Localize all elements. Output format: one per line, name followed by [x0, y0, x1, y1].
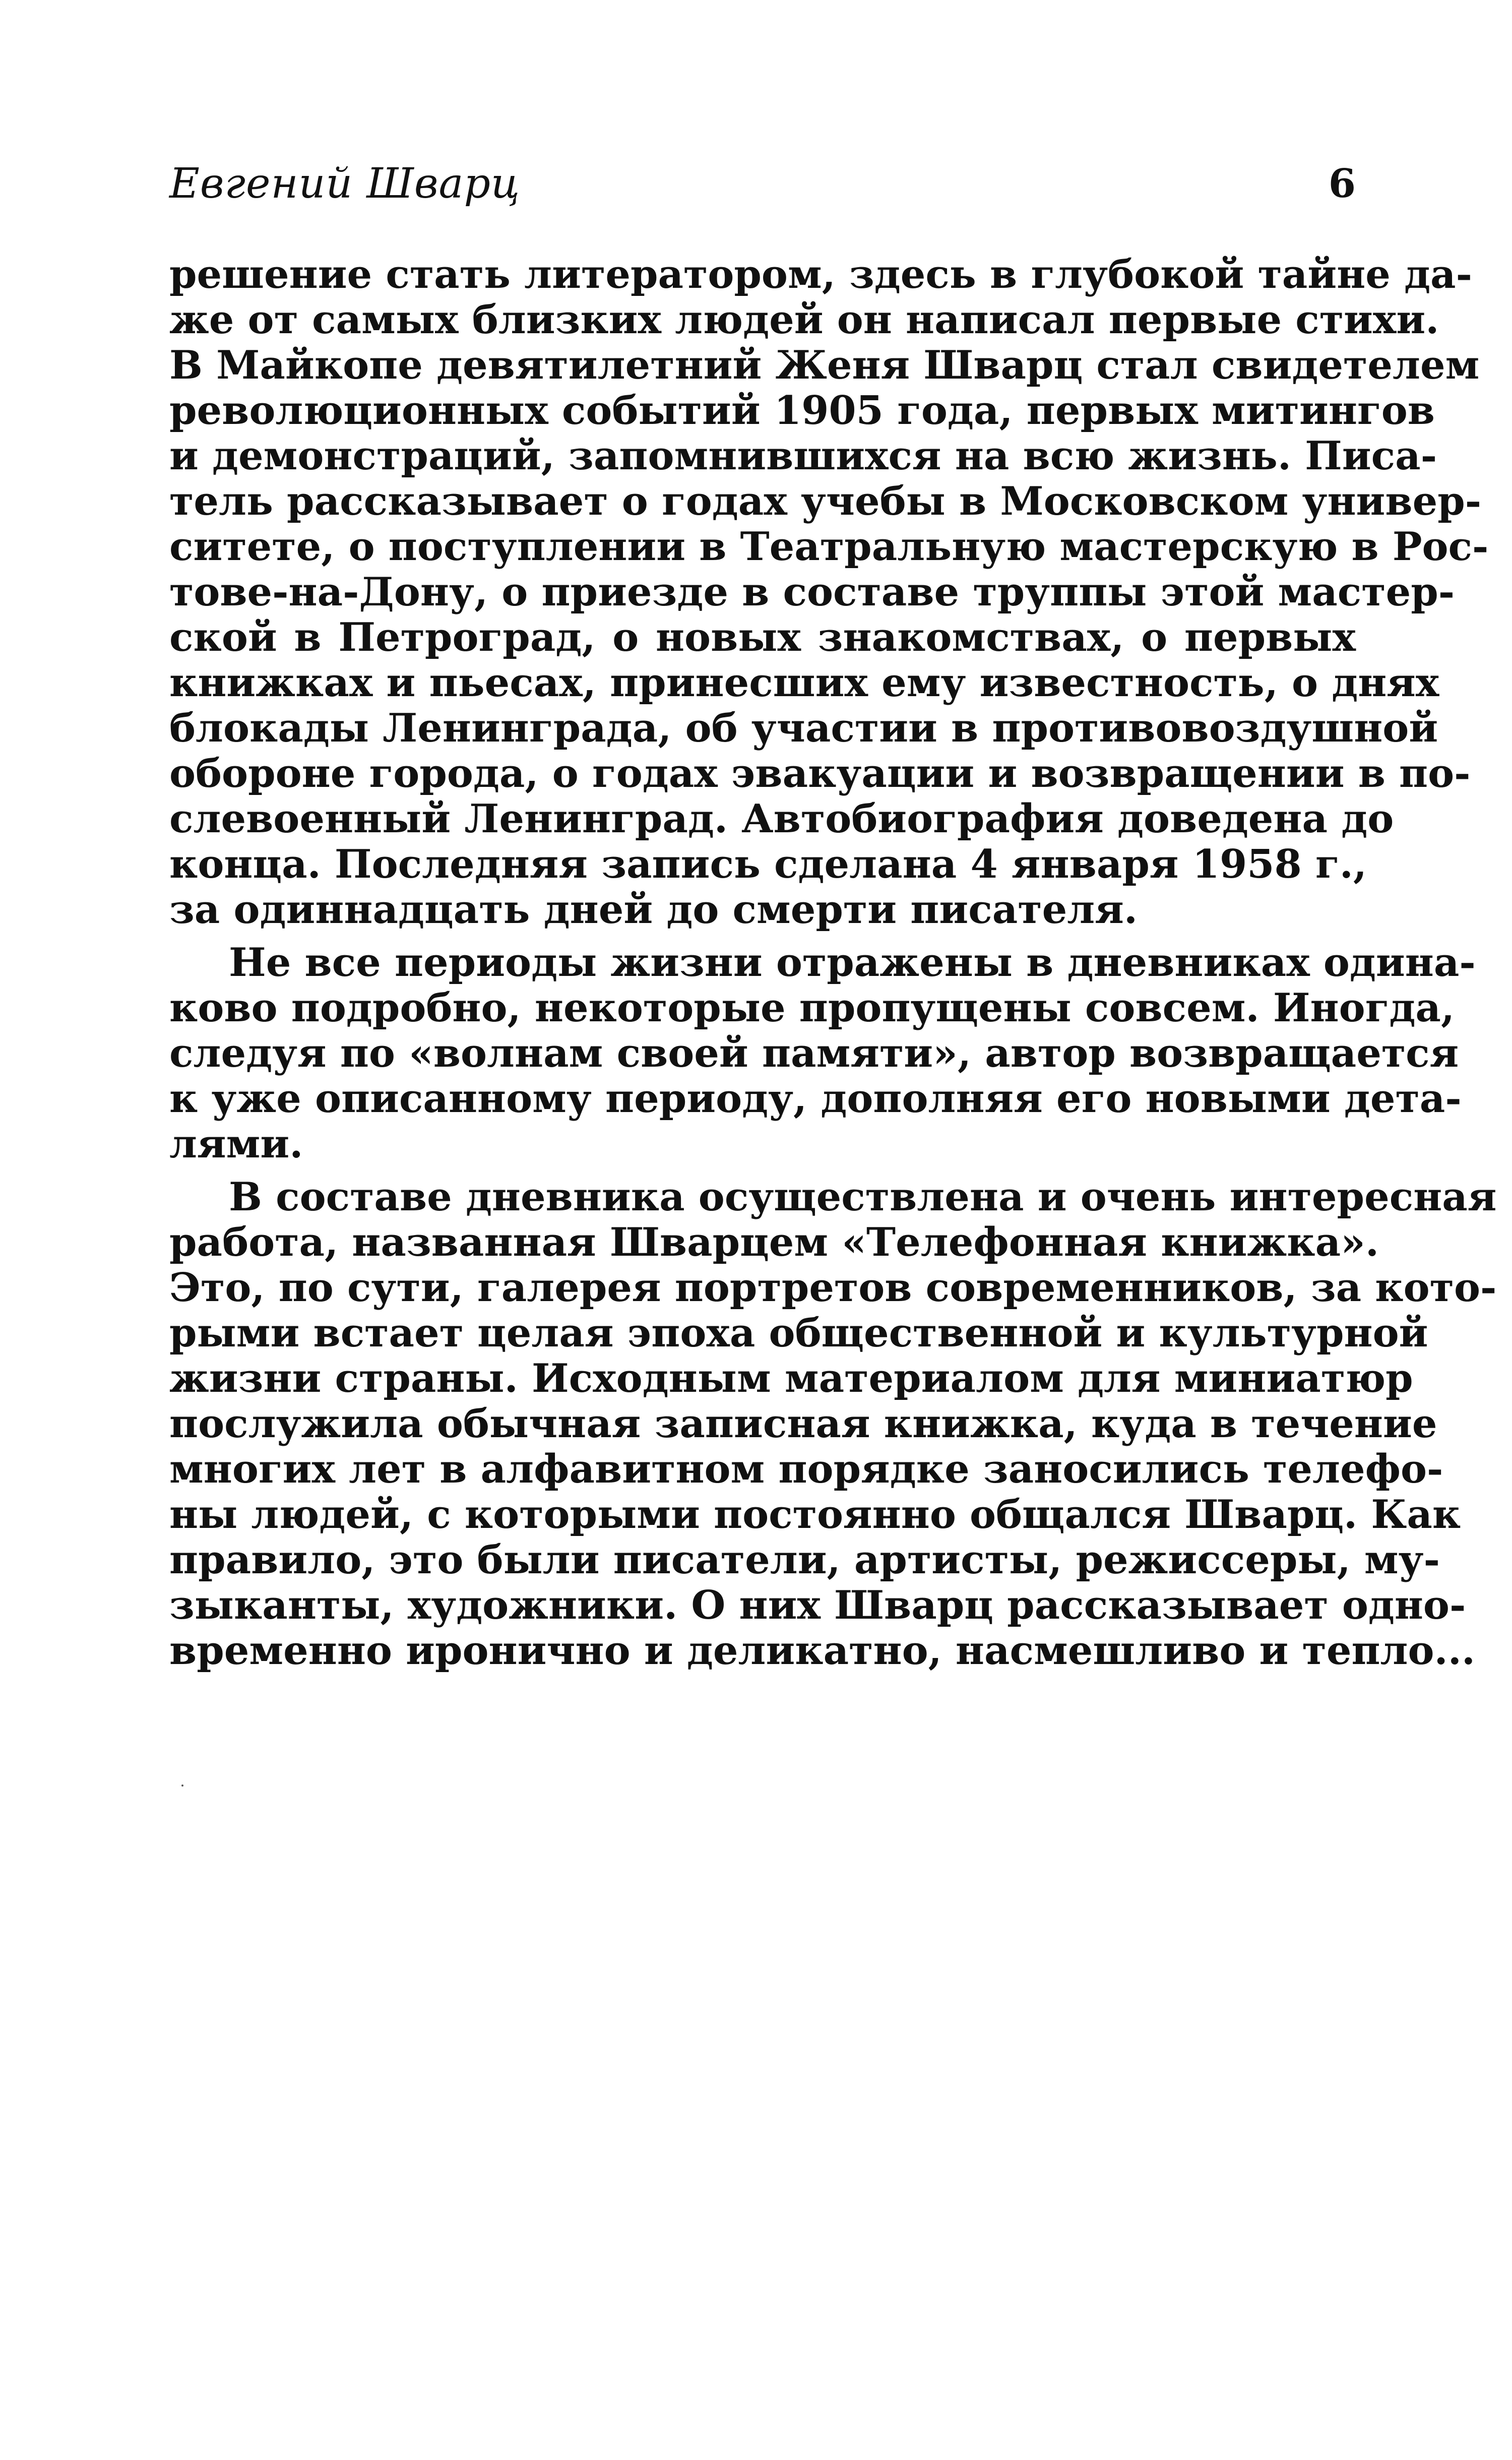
text-line: книжках и пьесах, принесших ему известность, о днях — [169, 660, 1439, 706]
running-head-author: Евгений Шварц — [169, 160, 521, 208]
text-line: же от самых близких людей он написал первые стихи. — [169, 297, 1439, 343]
text-line: и демонстраций, запомнившихся на всю жизнь. Писа- — [169, 433, 1437, 479]
text-line: зыканты, художники. О них Шварц рассказывает одно- — [169, 1582, 1466, 1628]
text-line: ково подробно, некоторые пропущены совсем. Иногда, — [169, 985, 1455, 1031]
text-line: ны людей, с которыми постоянно общался Шварц. Как — [169, 1492, 1461, 1537]
text-line: Это, по сути, галерея портретов современников, за кото- — [169, 1265, 1497, 1311]
text-line: ской в Петроград, о новых знакомствах, о первых — [169, 614, 1356, 660]
text-line: следуя по «волнам своей памяти», автор возвращается — [169, 1030, 1459, 1076]
text-line: слевоенный Ленинград. Автобиография доведена до — [169, 796, 1394, 842]
text-line: Не все периоды жизни отражены в дневниках одина- — [229, 940, 1476, 986]
text-line: решение стать литератором, здесь в глубокой тайне да- — [169, 252, 1472, 297]
text-line: ситете, о поступлении в Театральную мастерскую в Рос- — [169, 524, 1489, 570]
page-number: 6 — [1328, 161, 1356, 207]
text-line: за одиннадцать дней до смерти писателя. — [169, 887, 1138, 933]
text-line: лями. — [169, 1121, 303, 1167]
text-line: жизни страны. Исходным материалом для миниатюр — [169, 1356, 1413, 1401]
text-line: послужила обычная записная книжка, куда в течение — [169, 1401, 1437, 1447]
text-line: работа, названная Шварцем «Телефонная книжка». — [169, 1219, 1379, 1265]
paragraph — [169, 940, 1476, 1167]
text-line: В Майкопе девятилетний Женя Шварц стал свидетелем — [169, 342, 1480, 388]
paragraph-gap — [169, 1167, 1356, 1175]
text-line: временно иронично и деликатно, насмешливо и тепло... — [169, 1628, 1476, 1674]
text-line: революционных событий 1905 года, первых митингов — [169, 388, 1435, 434]
running-head — [169, 151, 1356, 217]
text-line: многих лет в алфавитном порядке заносились телефо- — [169, 1446, 1443, 1492]
paragraph — [169, 252, 1489, 933]
text-line: рыми встает целая эпоха общественной и культурной — [169, 1310, 1428, 1356]
paragraph — [169, 1174, 1497, 1674]
text-line: конца. Последняя запись сделана 4 января 1958 г., — [169, 841, 1367, 887]
text-line: блокады Ленинграда, об участии в противовоздушной — [169, 705, 1438, 751]
text-line: тове-на-Дону, о приезде в составе труппы этой мастер- — [169, 569, 1455, 615]
text-line: к уже описанному периоду, дополняя его новыми дета- — [169, 1076, 1462, 1122]
text-line: правило, это были писатели, артисты, режиссеры, му- — [169, 1537, 1440, 1583]
scan-speck — [181, 1785, 183, 1787]
text-line: В составе дневника осуществлена и очень интересная — [229, 1174, 1497, 1220]
body-text — [169, 252, 1497, 1674]
text-line: обороне города, о годах эвакуации и возвращении в по- — [169, 751, 1471, 796]
text-line: тель рассказывает о годах учебы в Московском универ- — [169, 478, 1482, 524]
paragraph-gap — [169, 933, 1356, 940]
